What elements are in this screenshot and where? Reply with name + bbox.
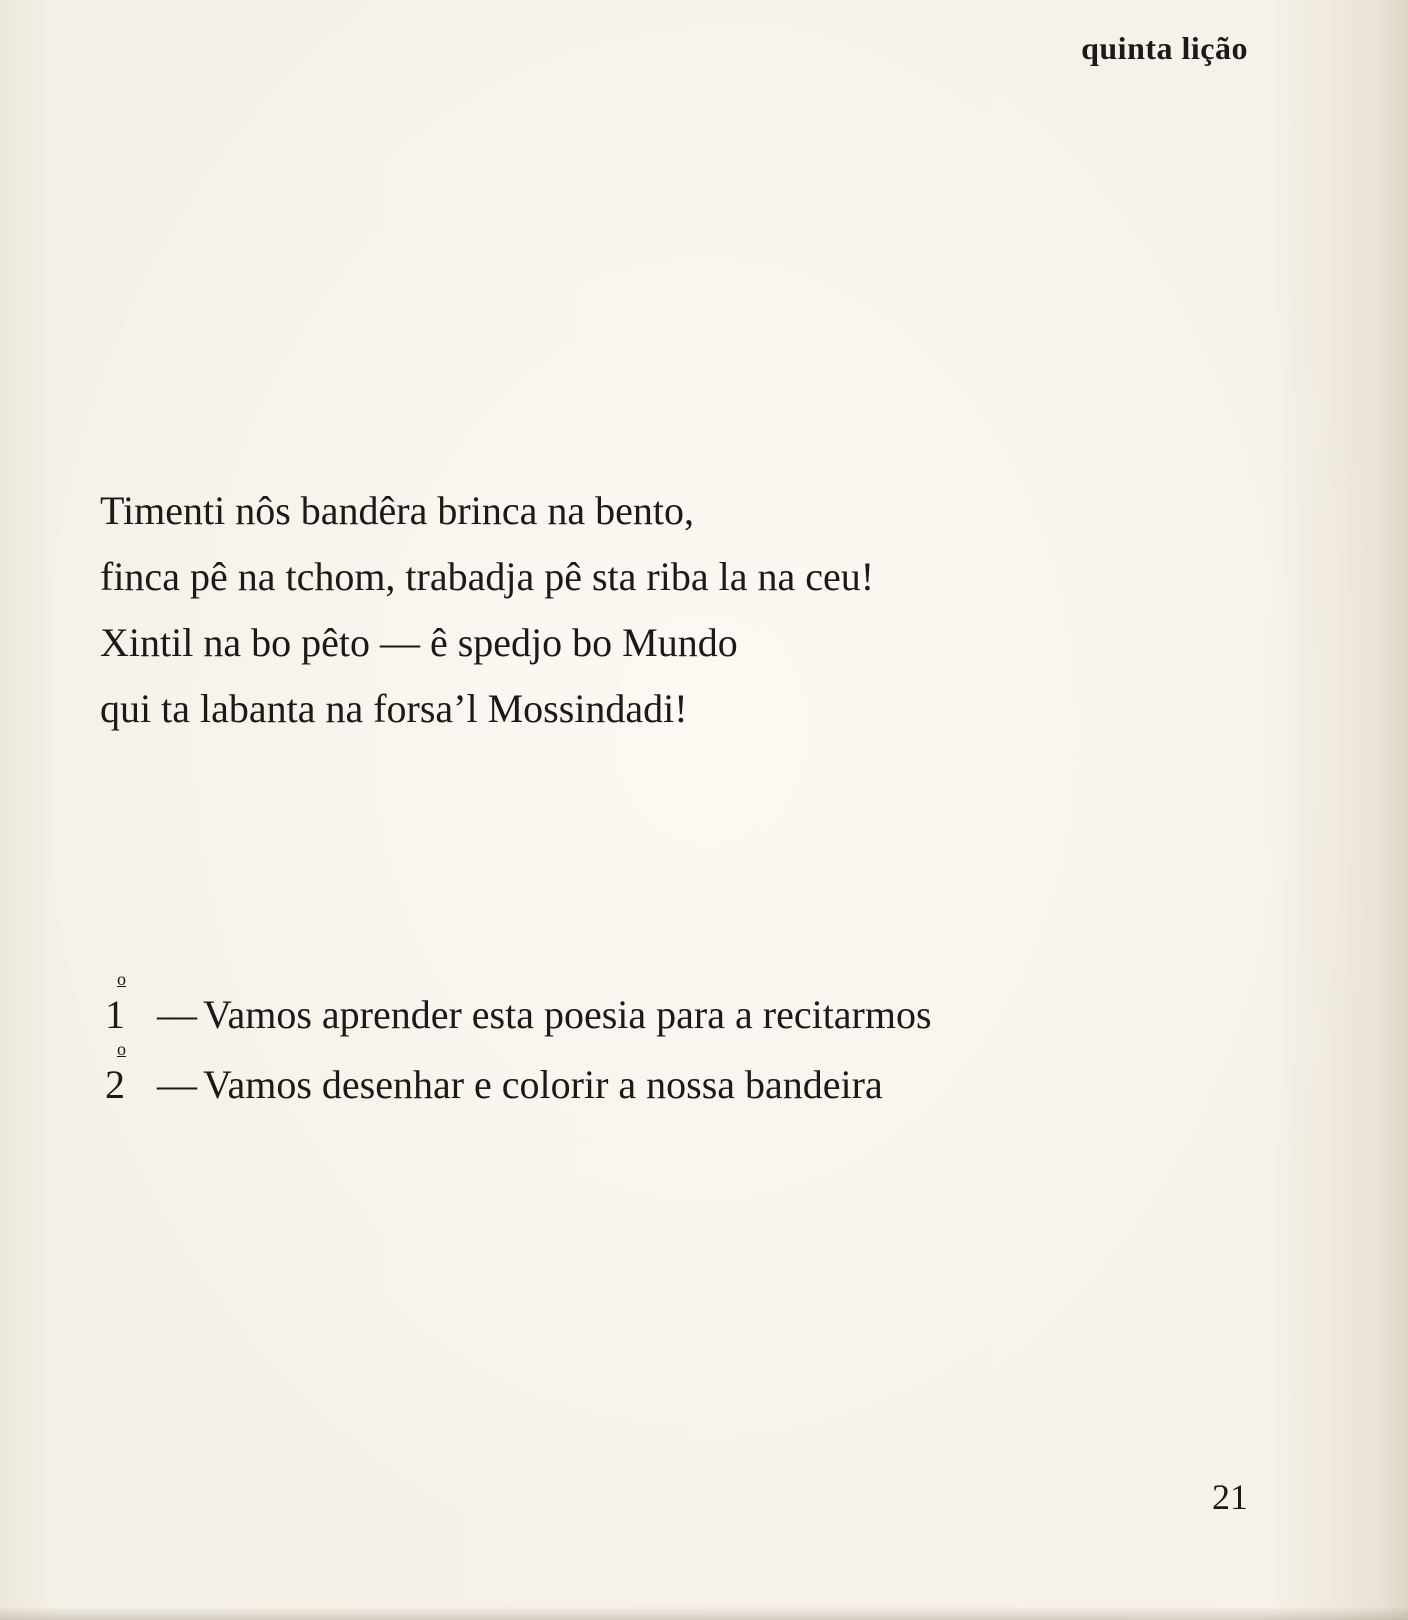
lesson-heading: quinta lição: [1081, 30, 1248, 66]
exercise-number: 1: [105, 992, 125, 1037]
exercise-dash: —: [157, 1062, 197, 1107]
ordinal-indicator: o: [117, 1039, 126, 1059]
page-number: 21: [1212, 1477, 1248, 1517]
exercise-ordinal: [105, 969, 157, 1050]
exercise-item: [105, 1039, 932, 1120]
exercise-text: Vamos aprender esta poesia para a recitarmos: [203, 992, 932, 1037]
exercise-number: 2: [105, 1062, 125, 1107]
exercise-ordinal: [105, 1039, 157, 1120]
exercise-dash: —: [157, 992, 197, 1037]
page-bottom-edge: [0, 1606, 1408, 1620]
exercise-item: [105, 969, 932, 1050]
poem-line: qui ta labanta na forsa’l Mossindadi!: [100, 686, 688, 731]
poem: [100, 478, 874, 742]
exercise-list: [105, 969, 932, 1120]
poem-line: Timenti nôs bandêra brinca na bento,: [100, 488, 694, 533]
poem-line: Xintil na bo pêto — ê spedjo bo Mundo: [100, 620, 738, 665]
ordinal-indicator: o: [117, 969, 126, 989]
poem-line: finca pê na tchom, trabadja pê sta riba la na ceu!: [100, 554, 875, 599]
exercise-text: Vamos desenhar e colorir a nossa bandeira: [203, 1062, 883, 1107]
